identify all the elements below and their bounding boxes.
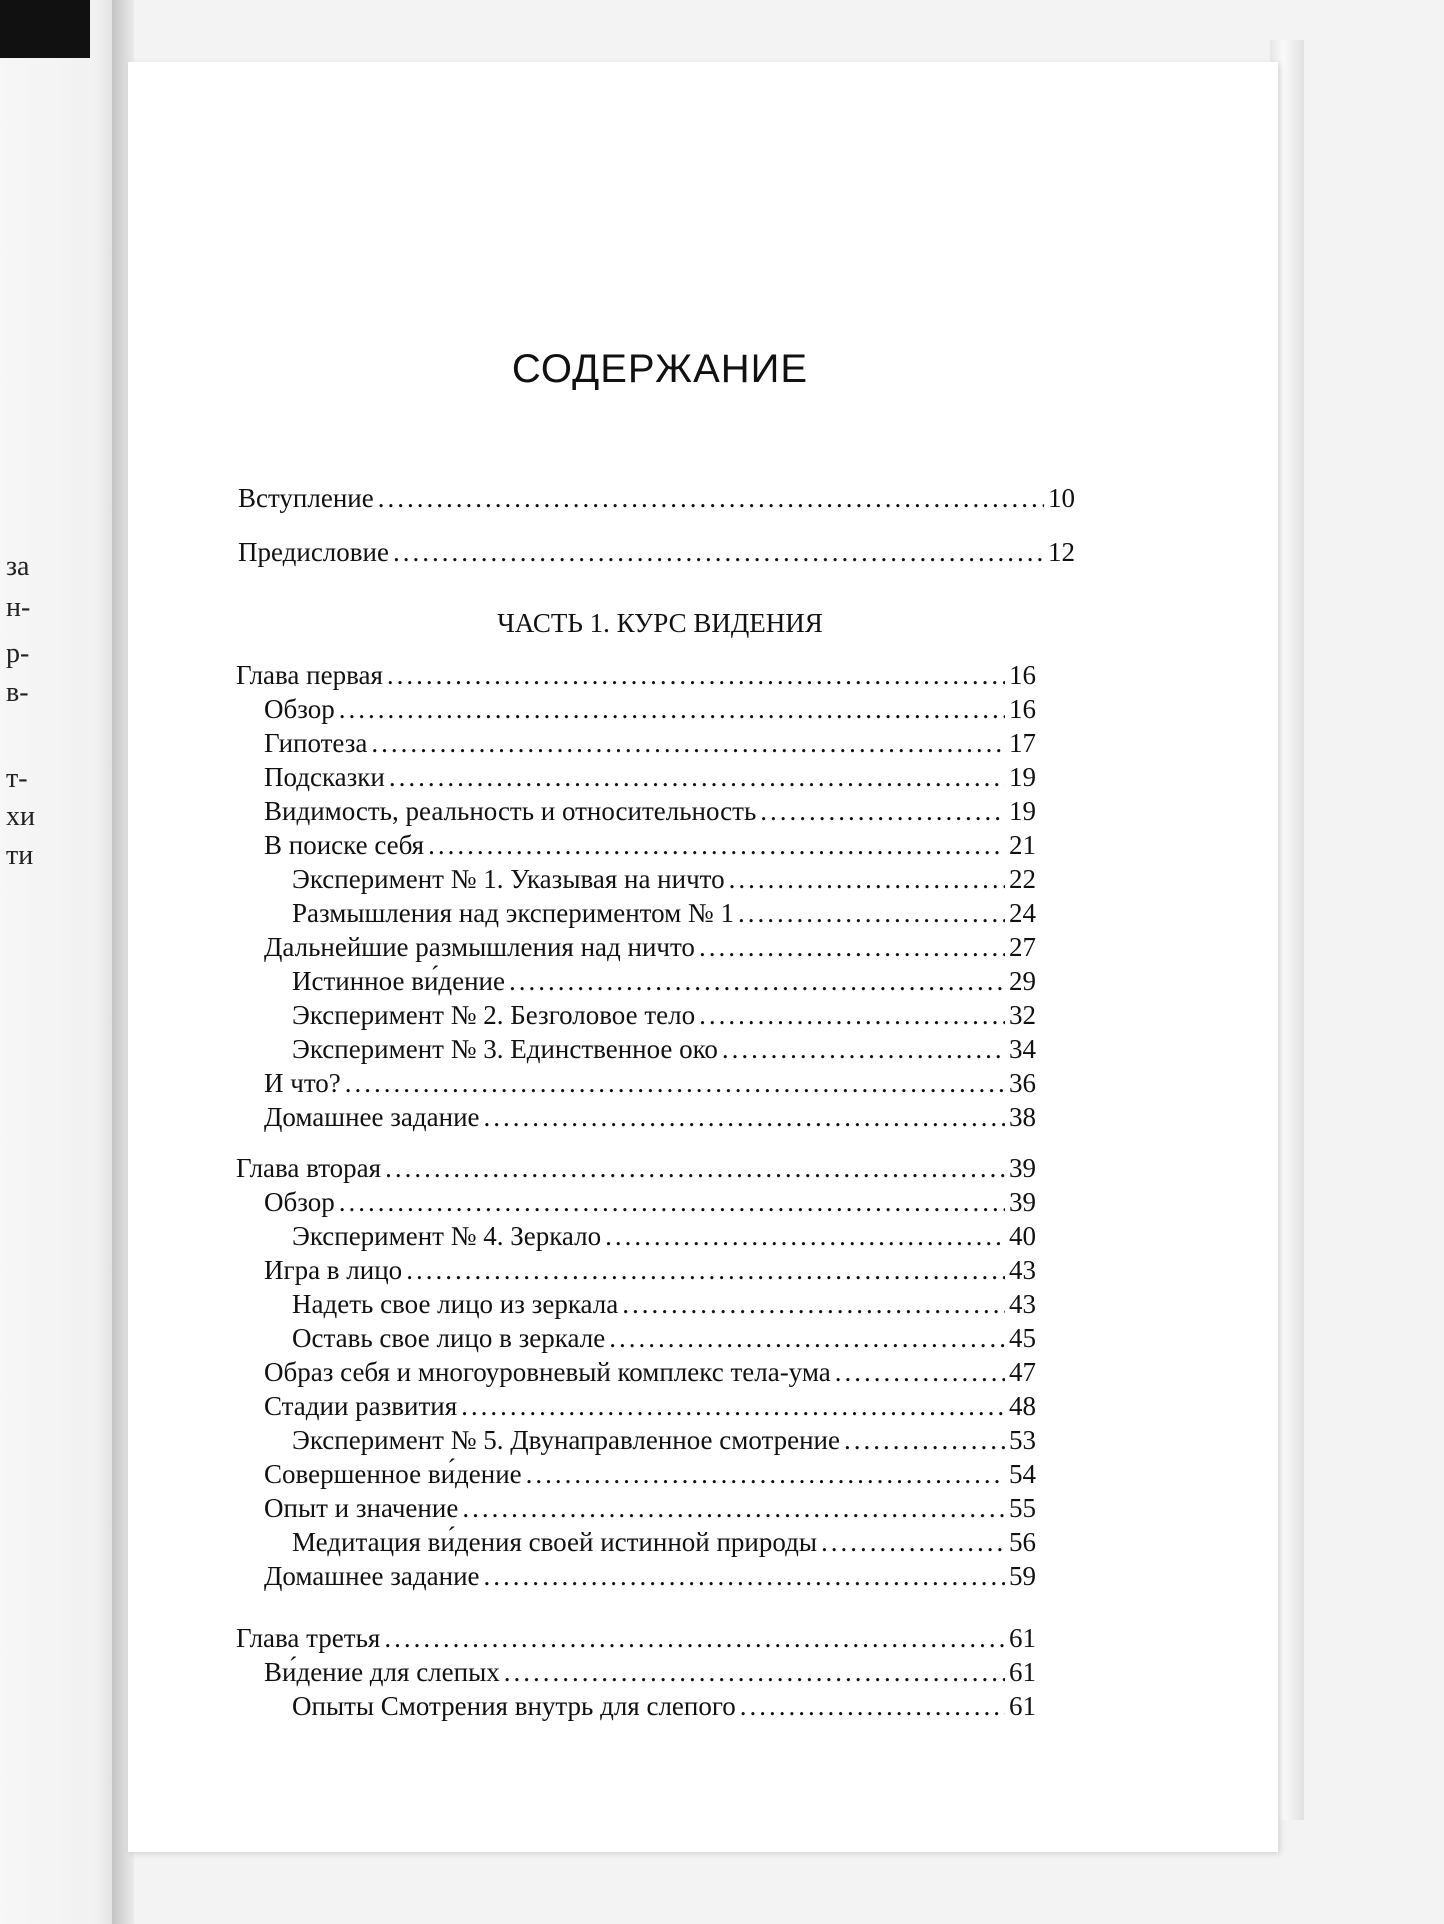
toc-leader bbox=[378, 481, 1044, 515]
toc-leader bbox=[393, 535, 1044, 569]
toc-leader bbox=[461, 1389, 1005, 1423]
toc-entry bbox=[264, 930, 1036, 964]
toc-entry-label: Опыт и значение bbox=[264, 1493, 459, 1523]
toc-entry bbox=[264, 1655, 1036, 1689]
toc-entry bbox=[264, 828, 1036, 862]
page-title: СОДЕРЖАНИЕ bbox=[511, 347, 809, 391]
left-page-fragment: ти bbox=[6, 840, 34, 871]
toc-entry-label: Предисловие bbox=[238, 537, 389, 567]
toc-leader bbox=[406, 1253, 1005, 1287]
toc-leader bbox=[504, 1655, 1005, 1689]
left-page-fragment: т- bbox=[6, 763, 28, 794]
toc-entry bbox=[264, 1389, 1036, 1423]
toc-entry-page: 56 bbox=[1009, 1527, 1036, 1557]
toc-entry bbox=[264, 1100, 1036, 1134]
toc-entry bbox=[292, 1423, 1036, 1457]
toc-leader bbox=[385, 1151, 1005, 1185]
toc-leader bbox=[462, 1491, 1005, 1525]
toc-leader bbox=[484, 1559, 1006, 1593]
toc-leader bbox=[729, 862, 1005, 896]
toc-entry bbox=[292, 998, 1036, 1032]
toc-leader bbox=[609, 1321, 1005, 1355]
toc-entry-label: Эксперимент № 3. Единственное око bbox=[292, 1034, 718, 1064]
toc-leader bbox=[389, 760, 1005, 794]
toc-entry-page: 38 bbox=[1009, 1102, 1036, 1132]
toc-entry-page: 34 bbox=[1009, 1034, 1036, 1064]
left-page-edge bbox=[0, 0, 122, 1924]
toc-entry bbox=[292, 896, 1036, 930]
toc-leader bbox=[622, 1287, 1005, 1321]
toc-entry bbox=[292, 964, 1036, 998]
toc-entry-label: Эксперимент № 5. Двунаправленное смотрение bbox=[292, 1425, 840, 1455]
toc-leader bbox=[484, 1100, 1006, 1134]
toc-entry-page: 54 bbox=[1009, 1459, 1036, 1489]
toc-entry-page: 29 bbox=[1009, 966, 1036, 996]
toc-leader bbox=[384, 1621, 1005, 1655]
toc-entry-page: 48 bbox=[1009, 1391, 1036, 1421]
left-page-fragment: р- bbox=[6, 638, 30, 669]
toc-entry bbox=[292, 1032, 1036, 1066]
toc-leader bbox=[345, 1066, 1005, 1100]
toc-entry-label: Эксперимент № 4. Зеркало bbox=[292, 1221, 602, 1251]
toc-leader bbox=[339, 692, 1005, 726]
toc-entry-page: 16 bbox=[1009, 694, 1036, 724]
toc-entry-page: 32 bbox=[1009, 1000, 1036, 1030]
toc-entry-label: Эксперимент № 1. Указывая на ничто bbox=[292, 864, 725, 894]
toc-entry-page: 19 bbox=[1009, 762, 1036, 792]
toc-entry bbox=[264, 1491, 1036, 1525]
toc-entry-label: Глава первая bbox=[236, 660, 383, 690]
toc-entry bbox=[264, 760, 1036, 794]
toc-leader bbox=[509, 964, 1005, 998]
toc-entry-page: 43 bbox=[1009, 1255, 1036, 1285]
toc-entry-label: Истинное ви́дение bbox=[292, 966, 505, 996]
toc-entry-label: Глава вторая bbox=[236, 1153, 382, 1183]
toc-entry bbox=[292, 1287, 1036, 1321]
toc-entry-page: 19 bbox=[1009, 796, 1036, 826]
chapter-heading bbox=[236, 658, 1036, 692]
toc-entry bbox=[292, 1321, 1036, 1355]
toc-entry-label: Домашнее задание bbox=[264, 1102, 480, 1132]
toc-entry-label: Медитация ви́дения своей истинной природы bbox=[292, 1527, 817, 1557]
left-page-fragment: н- bbox=[6, 592, 31, 623]
toc-leader bbox=[699, 930, 1005, 964]
toc-leader bbox=[740, 1689, 1005, 1723]
toc-entry bbox=[264, 1355, 1036, 1389]
toc-leader bbox=[821, 1525, 1005, 1559]
toc-entry bbox=[264, 1066, 1036, 1100]
toc-entry-page: 16 bbox=[1009, 660, 1036, 690]
toc-entry-label: И что? bbox=[264, 1068, 341, 1098]
toc-entry-label: Стадии развития bbox=[264, 1391, 458, 1421]
toc-leader bbox=[387, 658, 1005, 692]
toc-entry-page: 61 bbox=[1009, 1623, 1036, 1653]
toc-entry-label: Ви́дение для слепых bbox=[264, 1657, 500, 1687]
toc-entry-page: 61 bbox=[1009, 1657, 1036, 1687]
toc-entry bbox=[292, 1219, 1036, 1253]
toc-leader bbox=[699, 998, 1005, 1032]
toc-entry-label: Вступление bbox=[238, 483, 374, 513]
toc-leader bbox=[428, 828, 1005, 862]
toc-entry-label: В поиске себя bbox=[264, 830, 425, 860]
toc-entry-page: 45 bbox=[1009, 1323, 1036, 1353]
toc-entry-page: 39 bbox=[1009, 1153, 1036, 1183]
toc-entry-label: Оставь свое лицо в зеркале bbox=[292, 1323, 606, 1353]
toc-entry-label: Надеть свое лицо из зеркала bbox=[292, 1289, 619, 1319]
toc-entry-label: Эксперимент № 2. Безголовое тело bbox=[292, 1000, 696, 1030]
toc-leader bbox=[339, 1185, 1005, 1219]
toc-entry-page: 22 bbox=[1009, 864, 1036, 894]
toc-entry-label: Образ себя и многоуровневый комплекс тела-ума bbox=[264, 1357, 831, 1387]
toc-entry-page: 17 bbox=[1009, 728, 1036, 758]
toc-entry bbox=[292, 1689, 1036, 1723]
toc-entry-page: 24 bbox=[1009, 898, 1036, 928]
toc-entry-label: Совершенное ви́дение bbox=[264, 1459, 522, 1489]
toc-entry-label: Обзор bbox=[264, 1187, 335, 1217]
toc-entry-page: 43 bbox=[1009, 1289, 1036, 1319]
toc-entry bbox=[264, 692, 1036, 726]
toc-leader bbox=[844, 1423, 1005, 1457]
toc-entry bbox=[264, 1185, 1036, 1219]
toc-entry-page: 21 bbox=[1009, 830, 1036, 860]
part-title: ЧАСТЬ 1. КУРС ВИДЕНИЯ bbox=[497, 608, 823, 638]
toc-entry-page: 39 bbox=[1009, 1187, 1036, 1217]
toc-entry-page: 55 bbox=[1009, 1493, 1036, 1523]
left-page-fragment: в- bbox=[6, 677, 29, 708]
toc-entry bbox=[238, 481, 1075, 515]
toc-entry-label: Домашнее задание bbox=[264, 1561, 480, 1591]
toc-entry-label: Обзор bbox=[264, 694, 335, 724]
chapter-heading bbox=[236, 1621, 1036, 1655]
toc-entry-page: 61 bbox=[1009, 1691, 1036, 1721]
toc-entry-page: 27 bbox=[1009, 932, 1036, 962]
toc-leader bbox=[835, 1355, 1005, 1389]
toc-leader bbox=[371, 726, 1005, 760]
toc-entry-page: 40 bbox=[1009, 1221, 1036, 1251]
toc-entry bbox=[264, 1559, 1036, 1593]
toc-entry bbox=[264, 1253, 1036, 1287]
toc-entry bbox=[292, 1525, 1036, 1559]
toc-entry-label: Видимость, реальность и относительность bbox=[264, 796, 757, 826]
toc-entry bbox=[238, 535, 1075, 569]
book-cover-edge bbox=[0, 0, 90, 58]
toc-leader bbox=[605, 1219, 1005, 1253]
left-page-fragment: за bbox=[6, 551, 30, 582]
toc-entry-page: 47 bbox=[1009, 1357, 1036, 1387]
toc-leader bbox=[760, 794, 1005, 828]
toc-entry-page: 59 bbox=[1009, 1561, 1036, 1591]
toc-entry bbox=[264, 1457, 1036, 1491]
toc-entry bbox=[264, 794, 1036, 828]
toc-entry-label: Глава третья bbox=[236, 1623, 381, 1653]
toc-leader bbox=[526, 1457, 1005, 1491]
toc-entry-label: Дальнейшие размышления над ничто bbox=[264, 932, 695, 962]
toc-entry bbox=[264, 726, 1036, 760]
toc-entry-label: Гипотеза bbox=[264, 728, 368, 758]
left-page-fragment: хи bbox=[6, 801, 35, 832]
toc-entry-page: 10 bbox=[1048, 483, 1075, 513]
toc-entry-label: Размышления над экспериментом № 1 bbox=[292, 898, 734, 928]
toc-leader bbox=[722, 1032, 1005, 1066]
toc-entry-label: Опыты Смотрения внутрь для слепого bbox=[292, 1691, 736, 1721]
toc-entry-page: 12 bbox=[1048, 537, 1075, 567]
toc-leader bbox=[738, 896, 1005, 930]
toc-entry-label: Подсказки bbox=[264, 762, 385, 792]
toc-entry-label: Игра в лицо bbox=[264, 1255, 403, 1285]
toc-entry-page: 53 bbox=[1009, 1425, 1036, 1455]
toc-entry-page: 36 bbox=[1009, 1068, 1036, 1098]
toc-entry bbox=[292, 862, 1036, 896]
chapter-heading bbox=[236, 1151, 1036, 1185]
